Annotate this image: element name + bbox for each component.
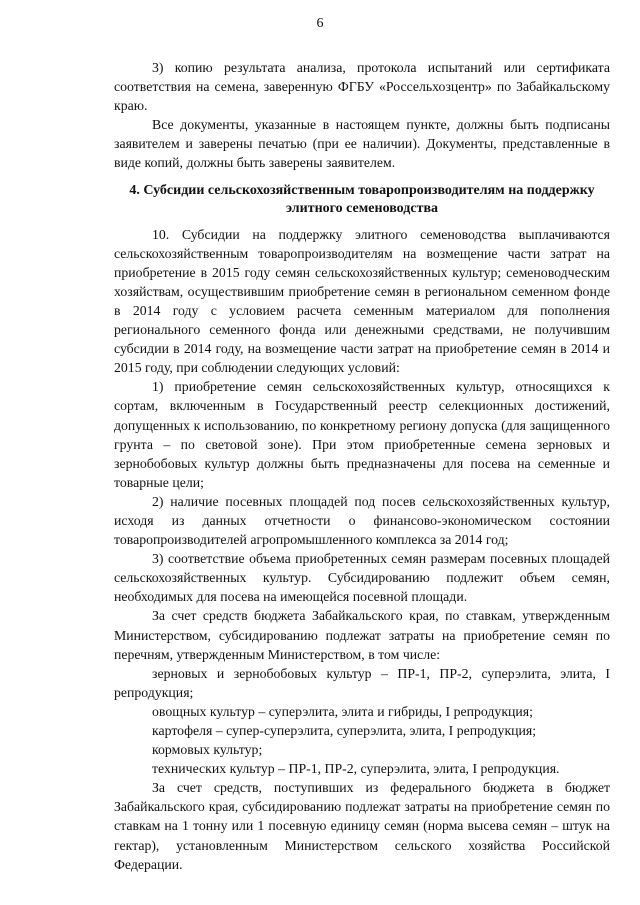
page-number: 6 (316, 16, 324, 31)
paragraph-copy-of-analysis: 3) копию результата анализа, протокола испытаний или сертификата соответствия на семена, заверенную ФГБУ «Россельхозцентр» по Забайкальскому краю. (114, 60, 610, 114)
section-title: 4. Субсидии сельскохозяйственным товаропроизводителям на поддержку элитного семеноводства (129, 182, 595, 216)
list-item-grain-crops: зерновых и зернобобовых культур – ПР-1, ПР-2, суперэлита, элита, I репродукция; (114, 665, 610, 700)
paragraph-federal-budget: За счет средств, поступивших из федерального бюджета в бюджет Забайкальского края, субсидированию подлежат затраты на приобретение семян по ставкам на 1 тонну или 1 посевную единицу семян (норма высева семян – штук на гектар), установленным Министерством сельского хозяйства Российской Федерации. (114, 780, 610, 872)
list-item-vegetable-crops: овощных культур – суперэлита, элита и гибриды, I репродукция; (152, 703, 533, 719)
paragraph-regional-budget: За счет средств бюджета Забайкальского края, по ставкам, утвержденным Министерством, субсидированию подлежат затраты на приобретение семян по перечням, утвержденным Министерством, в том числе: (114, 608, 610, 662)
page-body (114, 58, 610, 874)
paragraph-item-10: 10. Субсидии на поддержку элитного семеноводства выплачиваются сельскохозяйственным товаропроизводителям на возмещение части затрат на приобретение в 2015 году семян сельскохозяйственных культур; семеноводческим хозяйствам, осуществившим приобретение семян в региональном семенном фонде в 2014 году с условием расчета семенным материалом для пополнения регионального семенного фонда или денежными средствами, не получившим субсидии в 2014 году, на возмещение части затрат на приобретение семян в 2014 и 2015 году, при соблюдении следующих условий: (114, 226, 610, 376)
list-item-forage-crops: кормовых культур; (152, 742, 263, 758)
list-item-technical-crops: технических культур – ПР-1, ПР-2, суперэлита, элита, I репродукция. (152, 761, 560, 777)
paragraph-condition-1: 1) приобретение семян сельскохозяйственных культур, относящихся к сортам, включенным в Государственный реестр селекционных достижений, допущенных к использованию, по конкретному региону допуска (для защищенного грунта – по световой зоне). При этом приобретенные семена зерновых и зернобобовых культур должны быть предназначены для посева на семенные и товарные цели; (114, 379, 610, 490)
list-item-potato: картофеля – супер-суперэлита, суперэлита, элита, I репродукция; (152, 723, 537, 738)
paragraph-condition-2: 2) наличие посевных площадей под посев сельскохозяйственных культур, исходя из данных отчетности о финансово-экономическом состоянии товаропроизводителей агропромышленного комплекса за 2014 год; (114, 493, 610, 548)
paragraph-condition-3: 3) соответствие объема приобретенных семян размерам посевных площадей сельскохозяйственных культур. Субсидированию подлежит объем семян, необходимых для посева на имеющейся посевной площади. (114, 551, 610, 605)
paragraph-documents-signed: Все документы, указанные в настоящем пункте, должны быть подписаны заявителем и заверены печатью (при ее наличии). Документы, представленные в виде копий, должны быть заверены заявителем. (114, 117, 610, 171)
